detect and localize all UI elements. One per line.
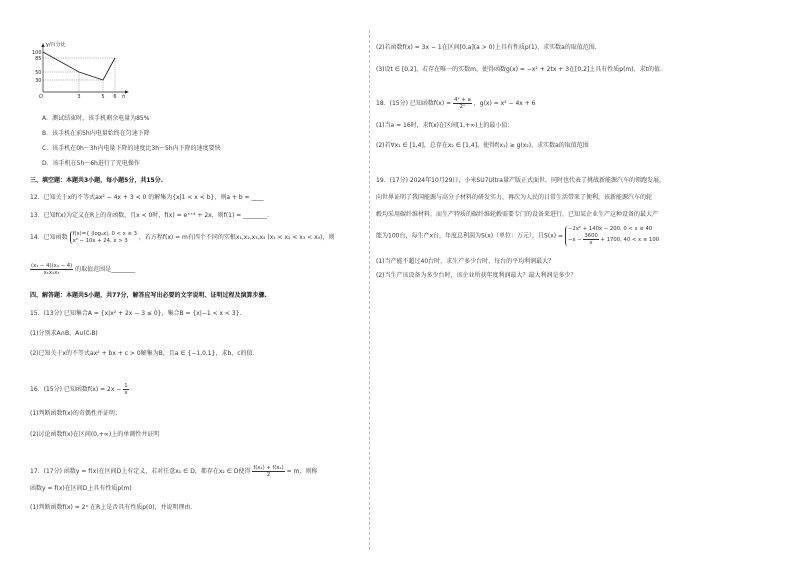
q14-prefix: 14．已知函数	[30, 234, 68, 241]
origin-label: O	[39, 94, 43, 98]
q16-denominator: x	[124, 390, 128, 396]
q17-suffix: = m，则称	[286, 468, 318, 475]
question-16-part-1: (1)判断函数f(x)的奇偶性并证明；	[30, 410, 121, 417]
q14-case-1: f(x)={ |log₂x|, 0 < x ≤ 3	[72, 231, 137, 237]
chart-labels	[32, 41, 125, 98]
q19-case-2-denominator: x	[589, 239, 593, 246]
question-17-part-1: (1)判断函数f(x) = 2ˣ 在R上是否具有性质p(0)，并说明理由.	[30, 504, 193, 511]
question-17-part-3: (3)设t ∈ [0,2]，若存在唯一的实数m，使得函数g(x) = −x² + 2tx + 3在[0,2]上具有性质p(m)，求t的值.	[376, 66, 662, 73]
question-16-part-2: (2)讨论函数f(x)在区间(0,+∞)上的单调性并证明	[30, 431, 160, 438]
question-18-part-2: (2)若∀x₁ ∈ [1,4]，总存在x₂ ∈ [1,4]，使得f(x₁) ≥ g(x₂)，求实数a的取值范围	[376, 142, 589, 149]
q19-profit-intro: 能为100台，每生产x台，年度总利润为S(x)（单位：万元），且S(x) =	[376, 232, 564, 240]
q19-case-2-suffix: + 1700, 40 < x ≤ 100	[600, 236, 660, 243]
question-17-definition: 函数y = f(x)在区间D上具有性质p(m)	[30, 485, 132, 492]
column-divider	[369, 30, 370, 550]
y-tick-label: 50	[35, 69, 42, 76]
left-column	[30, 0, 365, 562]
x-tick-label: 5	[101, 94, 105, 98]
q18-suffix: ，g(x) = x² − 4x + 6	[473, 100, 536, 107]
question-12: 12．已知关于x的不等式ax² − 4x + 3 < 0 的解集为{x|1 < x < b}，则a + b = ____	[30, 194, 264, 201]
y-axis-arrow	[41, 43, 44, 47]
y-tick-label: 100	[31, 49, 42, 56]
option-b: B．该手机在前5h内电量始终在匀速下降	[42, 130, 150, 137]
q14-tail: 的取值范围是________	[75, 266, 136, 273]
right-column	[376, 0, 761, 562]
section-4-heading: 四、解答题：本题共5小题，共77分，解答应写出必要的文字说明、证明过程及演算步骤.	[30, 292, 267, 299]
battery-chart	[30, 40, 130, 98]
question-15-part-1: (1)分别求A∩B，A∪(∁ᵣB)	[30, 330, 98, 337]
option-c: C．该手机在0h～3h内电量下降的速度比3h～5h内下降的速度要快	[42, 145, 221, 152]
option-a: A．测试结束时，该手机剩余电量为85%	[42, 115, 150, 122]
q19-case-2-numerator: 3600	[584, 232, 598, 239]
q16-numerator: 1	[124, 383, 128, 389]
q18-numerator: 4ˣ + a	[454, 97, 471, 103]
q18-denominator: 2ˣ	[459, 104, 466, 110]
question-14-range	[30, 263, 135, 277]
question-14	[30, 230, 334, 245]
question-17-part-2: (2)若函数f(x) = 3x − 1在区间[0,a](a > 0)上具有性质p(1)，求实数a的取值范围.	[376, 44, 597, 51]
question-19-line-4	[376, 226, 659, 246]
question-15-part-2: (2)已知关于x的不等式ax² + bx + c > 0解集为B，且a ∈ {−1,0,1}，求b，c的值.	[30, 350, 255, 357]
q14-case-2: x² − 10x + 24, x > 3	[72, 237, 128, 244]
question-19-line-1: 19．(17分) 2024年10月29日，小米SU7Ultra量产版正式面世，同时也代表了挑战新能源汽车的领跑发展，	[376, 177, 665, 184]
q17-numerator: f(x₁) + f(x₂)	[253, 465, 284, 471]
x-tick-label: 3	[77, 94, 81, 98]
x-tick-label: 6	[113, 94, 117, 98]
q19-case-2	[568, 233, 659, 246]
question-19-line-3: 毂均采用碳纤维材料，而生产特质的碳纤维轮毂需要专门的设备来进行，已知某企业生产这种设备的最大产	[376, 211, 659, 218]
q19-case-2-prefix: −x −	[567, 236, 582, 243]
q14-piecewise	[70, 231, 137, 244]
q18-prefix: 18．(15分) 已知函数f(x) =	[376, 100, 452, 107]
question-19-line-2: 向世界证明了我国能源与高分子材料的研发实力，再次为人民的日常生活带来了便利，该新能源汽车的轮	[376, 194, 653, 201]
y-tick-label: 85	[35, 55, 42, 62]
q19-piecewise	[565, 226, 659, 246]
q19-case-1: −2x² + 140x − 200, 0 < x ≤ 40	[567, 226, 653, 232]
x-axis-arrow	[125, 90, 129, 93]
battery-series-line	[43, 52, 115, 80]
question-13: 13．已知f(x)为定义在R上的奇函数，且x < 0时，f(x) = eˣ⁺⁴ + 2x，则f(1) = ________.	[30, 212, 270, 219]
q14-numerator: (x₃ − 4)(x₄ − 4)	[31, 263, 73, 269]
option-d: D．该手机在5h～6h进行了充电操作	[42, 160, 140, 167]
chart-guides	[43, 58, 115, 92]
question-18-part-1: (1)当a = 16时，求f(x)在区间[1,+∞)上的最小值；	[376, 122, 514, 129]
q16-prefix: 16．(15分) 已知函数f(x) = 2x −	[30, 386, 122, 393]
q17-fraction	[252, 465, 284, 478]
question-16	[30, 383, 129, 397]
y-axis-title: y/百分比	[46, 42, 66, 48]
q14-denominator: x₁x₂x₃	[43, 270, 60, 276]
section-3-heading: 三、填空题：本题共3小题，每小题5分，共15分.	[30, 177, 163, 184]
q16-fraction	[123, 383, 128, 396]
q14-fraction	[30, 263, 73, 276]
q17-denominator: 2	[266, 472, 271, 478]
x-axis-title: h	[122, 94, 126, 98]
q17-prefix: 17．(17分) 函数y = f(x)在区间D上有定义，若对任意x₁ ∈ D，都存在x₂ ∈ D使得	[30, 468, 251, 475]
chart-axes	[41, 43, 129, 94]
question-19-part-1: (1)当产能不超过40台时，求生产多少台时，每台的平均利润最大？	[376, 258, 555, 265]
question-17	[30, 465, 317, 479]
y-tick-label: 30	[35, 77, 42, 84]
q18-fraction	[453, 97, 472, 110]
question-15: 15．(13分) 已知集合A = {x|x² + 2x − 3 ≤ 0}，集合B = {x|−1 < x < 3}.	[30, 310, 242, 317]
question-19-part-2: (2)当生产该设备为多少台时，该企业所获年度利润最大？最大利润是多少？	[376, 272, 577, 279]
q14-condition: ，若方程f(x) = m有四个不同的实根x₁,x₂,x₃,x₄ (x₁ < x₂ < x₃ < x₄)，则	[138, 234, 335, 241]
q19-case-2-fraction	[583, 233, 598, 246]
question-18	[376, 97, 535, 111]
